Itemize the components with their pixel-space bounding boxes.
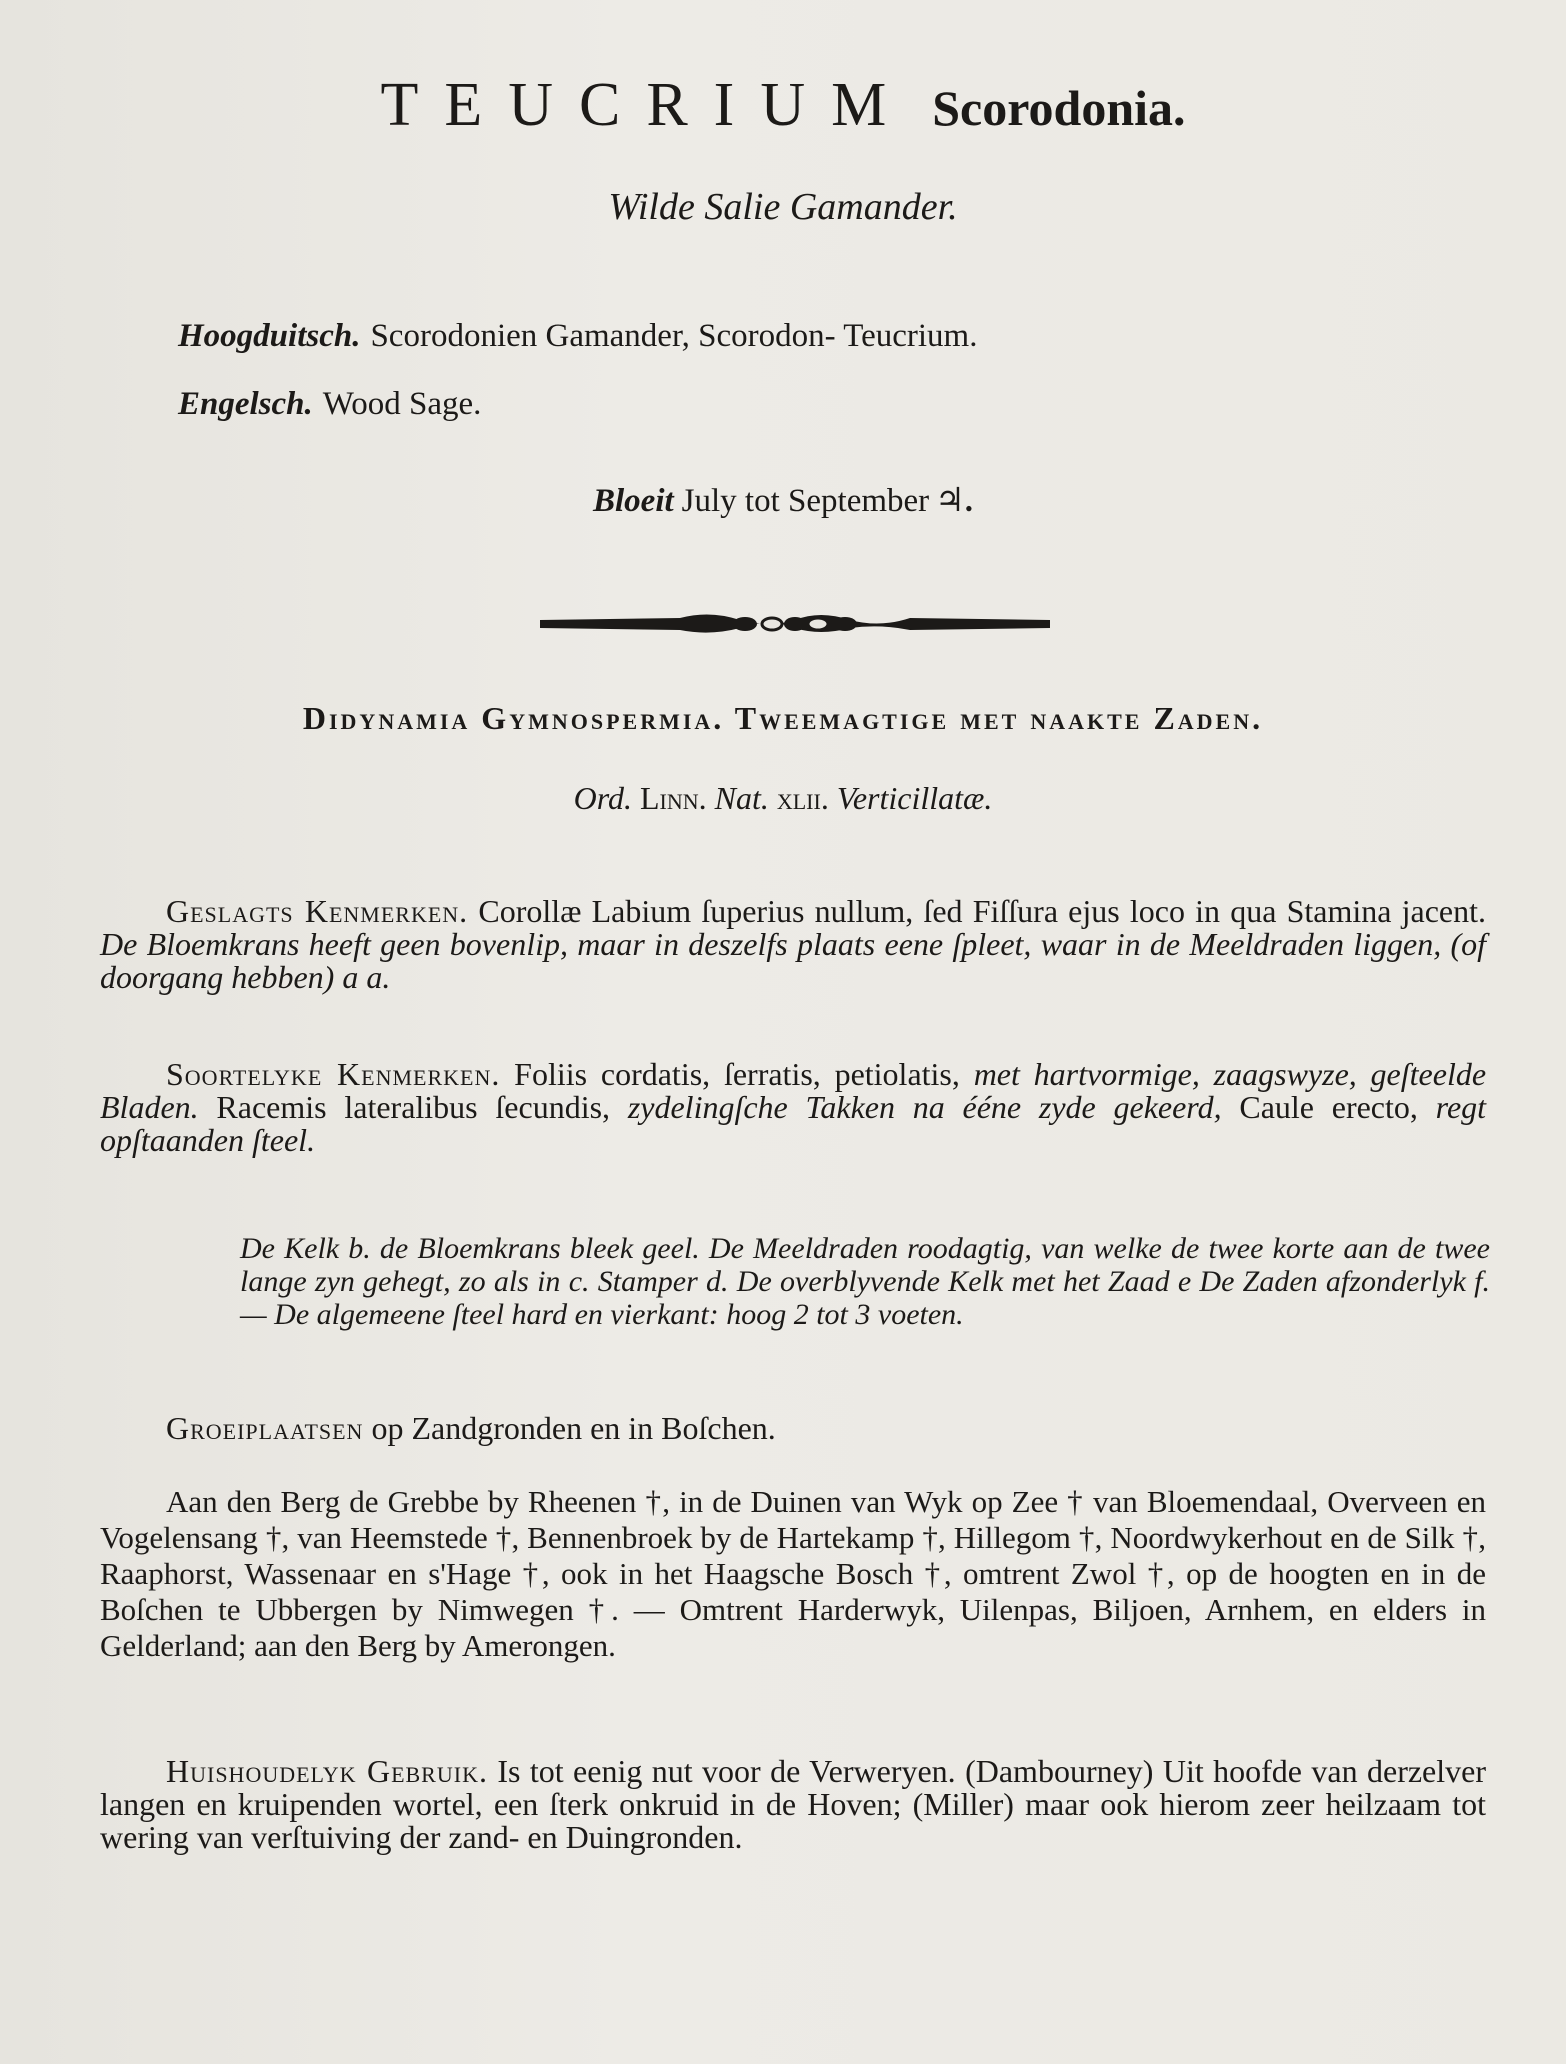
species-characters: Soortelyke Kenmerken. Foliis cordatis, ſerratis, petiolatis, met hartvormige, zaagswyze, geſteelde Bladen. Racemis lateralibus ſecundis, zydelingſche Takken na ééne zyde gekeerd, Caule erecto, regt opſtaanden ſteel.	[100, 1056, 1487, 1158]
name-german	[178, 318, 977, 355]
species-name: Scorodonia.	[932, 80, 1186, 136]
ornamental-divider	[540, 598, 1050, 650]
localities: Aan den Berg de Grebbe by Rheenen †, in de Duinen van Wyk op Zee † van Bloemendaal, Overveen en Vogelensang †, van Heemstede †, Bennenbroek by de Hartekamp †, Hillegom †, Noordwykerhout en de Silk †, Raaphorst, Wassenaar en s'Hage †, ook in het Haagsche Bosch †, omtrent Zwol †, op de hoogten en in de Boſchen te Ubbergen by Nimwegen †. — Omtrent Harderwyk, Uilenpas, Biljoen, Arnhem, en elders in Gelderland; aan den Berg by Amerongen.	[100, 1484, 1486, 1663]
dutch-common-name: Wilde Salie Gamander.	[608, 186, 958, 228]
genus-name: TEUCRIUM	[380, 71, 913, 139]
perennial-symbol: ♃.	[935, 483, 973, 519]
flowering-value: July tot September	[681, 483, 930, 519]
page-title	[0, 70, 1566, 141]
name-english	[178, 386, 481, 423]
name-german-value: Scorodonien Gamander, Scorodon- Teucrium.	[370, 318, 978, 354]
name-german-label: Hoogduitsch.	[178, 318, 361, 354]
plate-caption: De Kelk b. de Bloemkrans bleek geel. De Meeldraden roodagtig, van welke de twee korte aan de twee lange zyn gehegt, zo als in c. Stamper d. De overblyvende Kelk met het Zaad e De Zaden afzonderlyk f. — De algemeene ſteel hard en vierkant: hoog 2 tot 3 voeten.	[240, 1232, 1490, 1331]
name-english-value: Wood Sage.	[322, 386, 482, 422]
name-english-label: Engelsch.	[178, 386, 313, 422]
natural-order: Ord. Linn. Nat. xlii. Verticillatæ.	[573, 780, 993, 816]
genus-characters: Geslagts Kenmerken. Corollæ Labium ſuperius nullum, ſed Fiſſura ejus loco in qua Stamina jacent. De Bloemkrans heeft geen bovenlip, maar in deszelfs plaats eene ſpleet, waar in de Meeldraden liggen, (of doorgang hebben) a a.	[100, 893, 1487, 995]
flowering-label: Bloeit	[593, 483, 674, 519]
household-use: Huishoudelyk Gebruik. Is tot eenig nut voor de Verweryen. (Dambourney) Uit hoofde van derzelver langen en kruipenden wortel, een ſterk onkruid in de Hoven; (Miller) maar ook hierom zeer heilzaam tot wering van verſtuiving der zand- en Duingronden.	[100, 1753, 1487, 1855]
habitat: Groeiplaatsen op Zandgronden en in Boſchen.	[166, 1410, 776, 1446]
flowering-period	[0, 480, 1566, 520]
linnaean-class: Didynamia Gymnospermia. Tweemagtige met naakte Zaden.	[302, 700, 1264, 736]
